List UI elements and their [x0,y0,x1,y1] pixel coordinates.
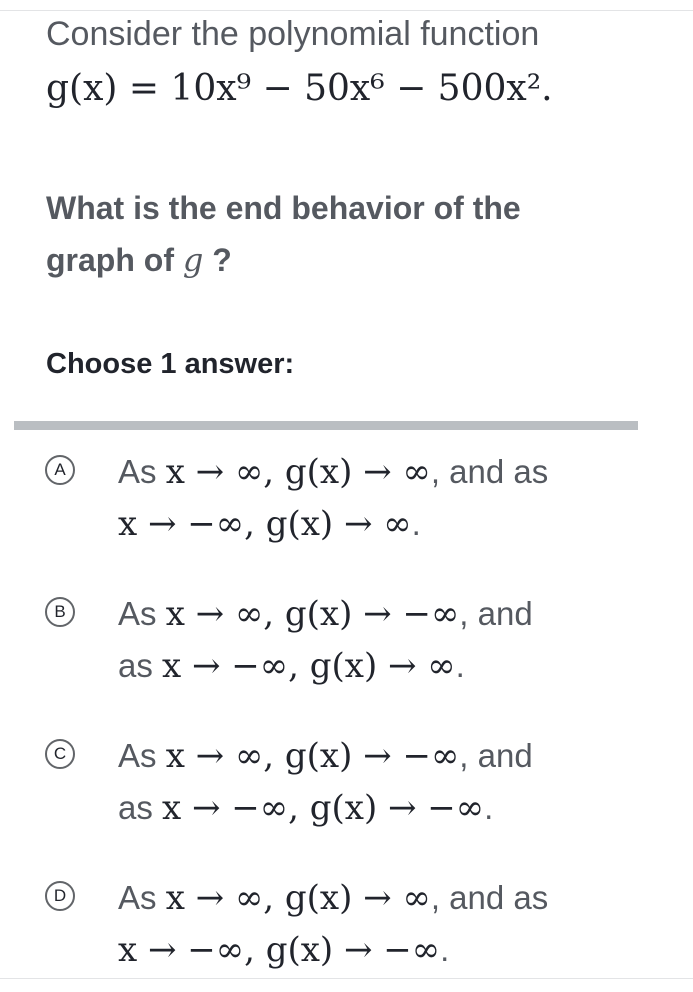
bottom-divider [0,978,693,979]
choice-a-math-2: x → −∞, g(x) → ∞ [118,504,412,544]
choice-b-word-2: as [118,647,153,684]
question-prompt [46,182,606,286]
choice-b-tail-1: , and [459,595,533,632]
choice-c-line-2 [118,782,658,834]
choice-c-tail-2: . [484,789,494,826]
top-divider [0,10,693,11]
choice-d-math-2: x → −∞, g(x) → −∞ [118,930,441,970]
question-prompt-variable: g [182,241,204,279]
choice-c-line-1 [118,730,658,782]
choice-c-math-1: x → ∞, g(x) → −∞ [165,736,460,776]
choice-b-math-2: x → −∞, g(x) → ∞ [162,646,456,686]
choice-b-line-2 [118,640,658,692]
question-prompt-mark: ? [212,242,232,278]
choice-d-math-1: x → ∞, g(x) → ∞ [165,878,431,918]
choice-d-radio[interactable]: D [45,881,75,911]
choice-c-word-1: As [118,737,157,774]
choice-c-radio[interactable]: C [45,739,75,769]
choice-a[interactable] [0,446,693,566]
choice-b-math-1: x → ∞, g(x) → −∞ [165,594,460,634]
choice-b-radio[interactable]: B [45,597,75,627]
choice-a-radio[interactable]: A [45,455,75,485]
choice-a-word-1: As [118,453,157,490]
question-intro: Consider the polynomial function [46,15,540,53]
answer-divider [14,421,638,430]
choice-d[interactable] [0,872,693,992]
choose-instruction: Choose 1 answer: [46,348,295,380]
choice-a-line-1 [118,446,658,498]
choice-d-tail-1: , and as [430,879,549,916]
polynomial-formula: g(x) = 10x⁹ − 50x⁶ − 500x². [46,68,553,109]
choice-b-text[interactable] [118,588,658,692]
choice-d-line-1 [118,872,658,924]
choice-b-line-1 [118,588,658,640]
question-prompt-text: What is the end behavior of the graph of [46,190,521,278]
choice-c-math-2: x → −∞, g(x) → −∞ [162,788,485,828]
choice-d-tail-2: . [440,931,450,968]
choice-a-line-2 [118,498,658,550]
choice-c[interactable] [0,730,693,850]
choice-c-text[interactable] [118,730,658,834]
choice-d-text[interactable] [118,872,658,976]
choice-a-tail-1: , and as [430,453,549,490]
choice-a-tail-2: . [411,505,421,542]
choice-c-word-2: as [118,789,153,826]
choice-a-math-1: x → ∞, g(x) → ∞ [165,452,431,492]
choice-b-tail-2: . [455,647,465,684]
choice-b-word-1: As [118,595,157,632]
choice-b[interactable] [0,588,693,708]
choice-d-word-1: As [118,879,157,916]
choice-a-text[interactable] [118,446,658,550]
choice-d-line-2 [118,924,658,976]
choice-c-tail-1: , and [459,737,533,774]
